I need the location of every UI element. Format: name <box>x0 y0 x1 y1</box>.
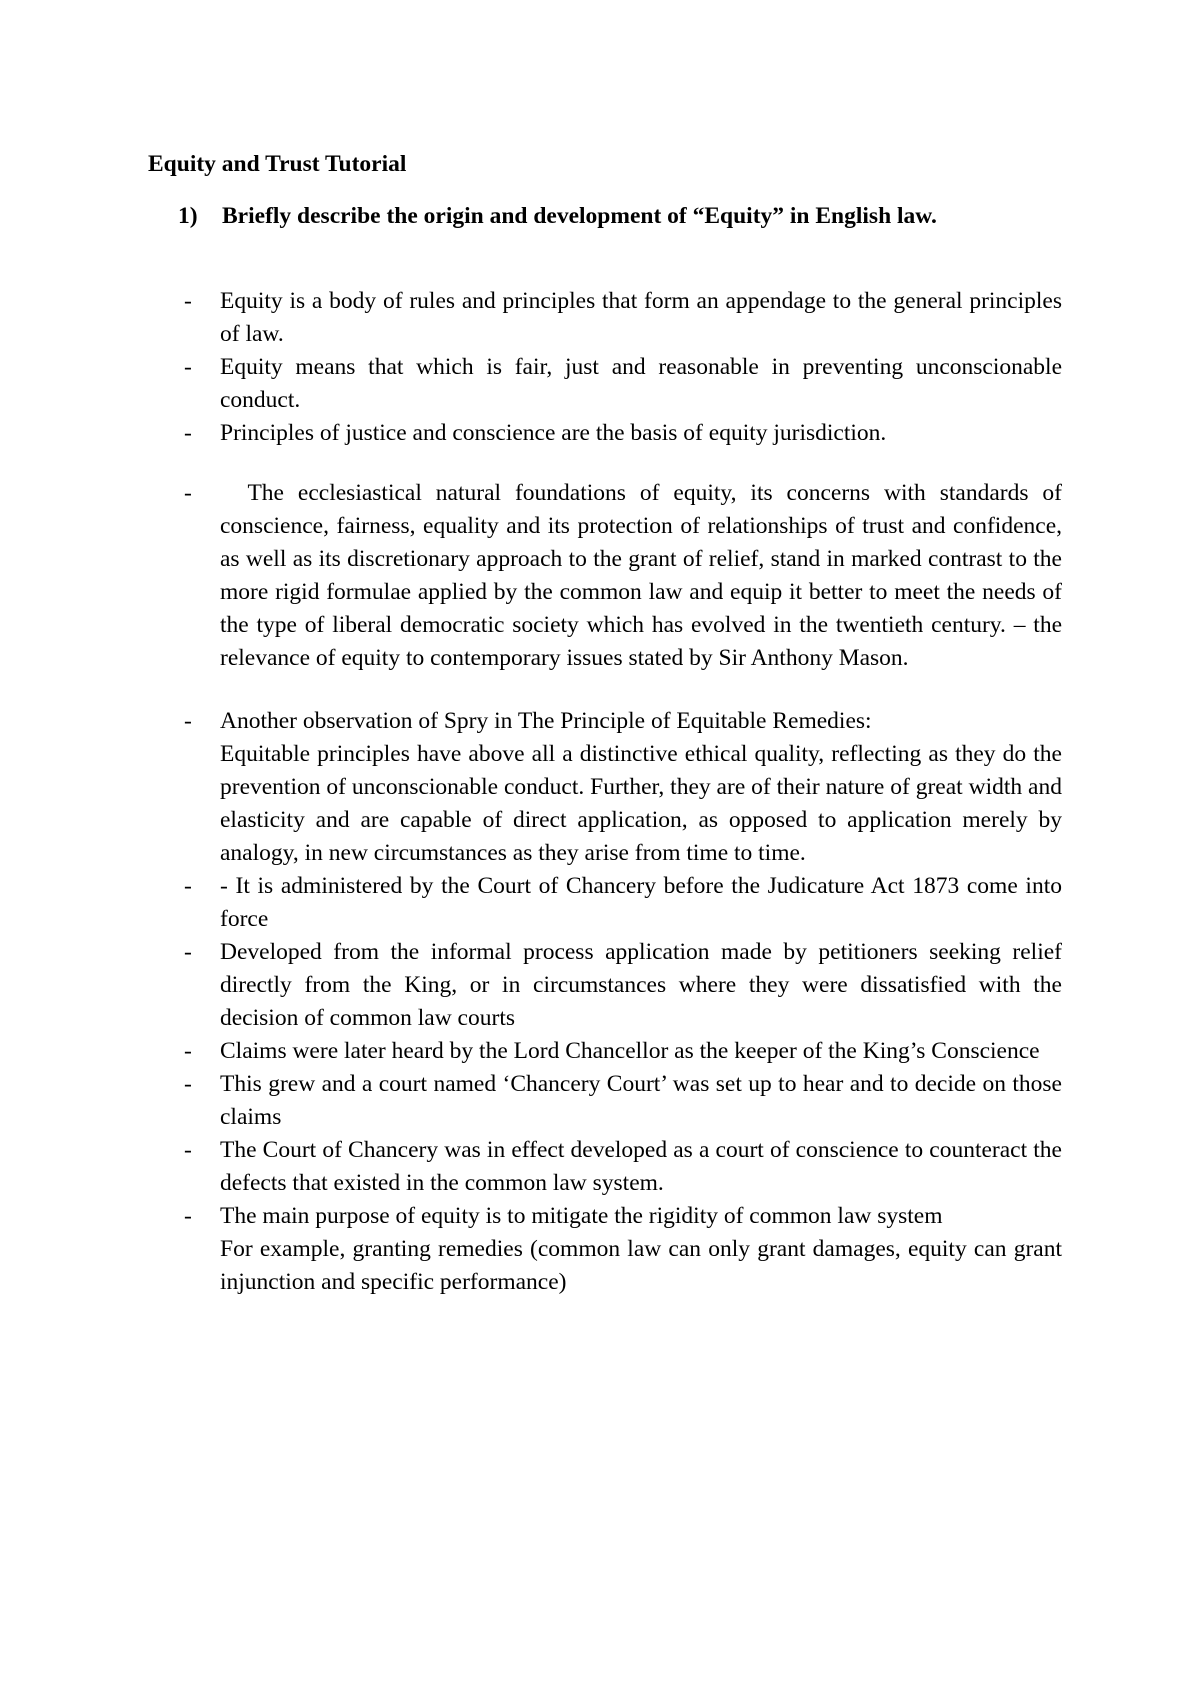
bullet-item <box>178 1035 1062 1068</box>
bullet-paragraph: Equity is a body of rules and principles that form an appendage to the general principles of law. <box>220 288 1062 347</box>
bullet-item <box>178 285 1062 351</box>
question-1 <box>178 199 1062 233</box>
answer-bullet-list <box>178 285 1062 1299</box>
bullet-dash: - <box>184 1203 192 1229</box>
question-text: Briefly describe the origin and development of “Equity” in English law. <box>222 203 937 229</box>
bullet-item <box>178 936 1062 1035</box>
bullet-paragraph: This grew and a court named ‘Chancery Court’ was set up to hear and to decide on those claims <box>220 1071 1062 1130</box>
bullet-item <box>178 1068 1062 1134</box>
bullet-dash: - <box>184 354 192 380</box>
question-number: 1) <box>178 203 198 229</box>
bullet-text <box>220 1068 1062 1134</box>
bullet-item <box>178 1200 1062 1299</box>
bullet-text <box>220 936 1062 1035</box>
bullet-dash: - <box>184 873 192 899</box>
bullet-dash: - <box>184 420 192 446</box>
bullet-paragraph: The main purpose of equity is to mitigate the rigidity of common law system <box>220 1203 943 1229</box>
bullet-item <box>178 351 1062 417</box>
bullet-paragraph: For example, granting remedies (common law can only grant damages, equity can grant injunction and specific performance) <box>220 1236 1062 1295</box>
bullet-dash: - <box>184 708 192 734</box>
bullet-dash: - <box>184 480 192 506</box>
bullet-text <box>220 1200 1062 1299</box>
bullet-item <box>178 705 1062 870</box>
bullet-paragraph: Claims were later heard by the Lord Chancellor as the keeper of the King’s Conscience <box>220 1038 1040 1064</box>
bullet-text <box>220 705 1062 870</box>
bullet-paragraph: - It is administered by the Court of Chancery before the Judicature Act 1873 come into force <box>220 873 1062 932</box>
bullet-item <box>178 417 1062 450</box>
bullet-text <box>220 285 1062 351</box>
bullet-paragraph: The ecclesiastical natural foundations of equity, its concerns with standards of conscience, fairness, equality and its protection of relationships of trust and confidence, as well as its discretionary approach to the grant of relief, stand in marked contrast to the more rigid formulae applied by the common law and equip it better to meet the needs of the type of liberal democratic society which has evolved in the twentieth century. – the relevance of equity to contemporary issues stated by Sir Anthony Mason. <box>220 480 1062 671</box>
bullet-dash: - <box>184 1071 192 1097</box>
bullet-paragraph: Principles of justice and conscience are the basis of equity jurisdiction. <box>220 420 887 446</box>
bullet-paragraph: The Court of Chancery was in effect developed as a court of conscience to counteract the defects that existed in the common law system. <box>220 1137 1062 1196</box>
bullet-dash: - <box>184 288 192 314</box>
bullet-dash: - <box>184 1137 192 1163</box>
bullet-text <box>220 1035 1062 1068</box>
bullet-item <box>178 1134 1062 1200</box>
bullet-text <box>220 351 1062 417</box>
bullet-dash: - <box>184 939 192 965</box>
bullet-item <box>178 870 1062 936</box>
bullet-item <box>178 477 1062 675</box>
document-title: Equity and Trust Tutorial <box>148 151 407 177</box>
bullet-text <box>220 1134 1062 1200</box>
bullet-text <box>220 477 1062 675</box>
bullet-dash: - <box>184 1038 192 1064</box>
bullet-text <box>220 870 1062 936</box>
bullet-paragraph: Equitable principles have above all a distinctive ethical quality, reflecting as they do the prevention of unconscionable conduct. Further, they are of their nature of great width and elasticity and are capable of direct application, as opposed to application merely by analogy, in new circumstances as they arise from time to time. <box>220 741 1062 866</box>
bullet-text <box>220 417 1062 450</box>
bullet-paragraph: Equity means that which is fair, just and reasonable in preventing unconscionable conduct. <box>220 354 1062 413</box>
bullet-paragraph: Developed from the informal process application made by petitioners seeking relief directly from the King, or in circumstances where they were dissatisfied with the decision of common law courts <box>220 939 1062 1031</box>
bullet-paragraph: Another observation of Spry in The Principle of Equitable Remedies: <box>220 708 872 734</box>
